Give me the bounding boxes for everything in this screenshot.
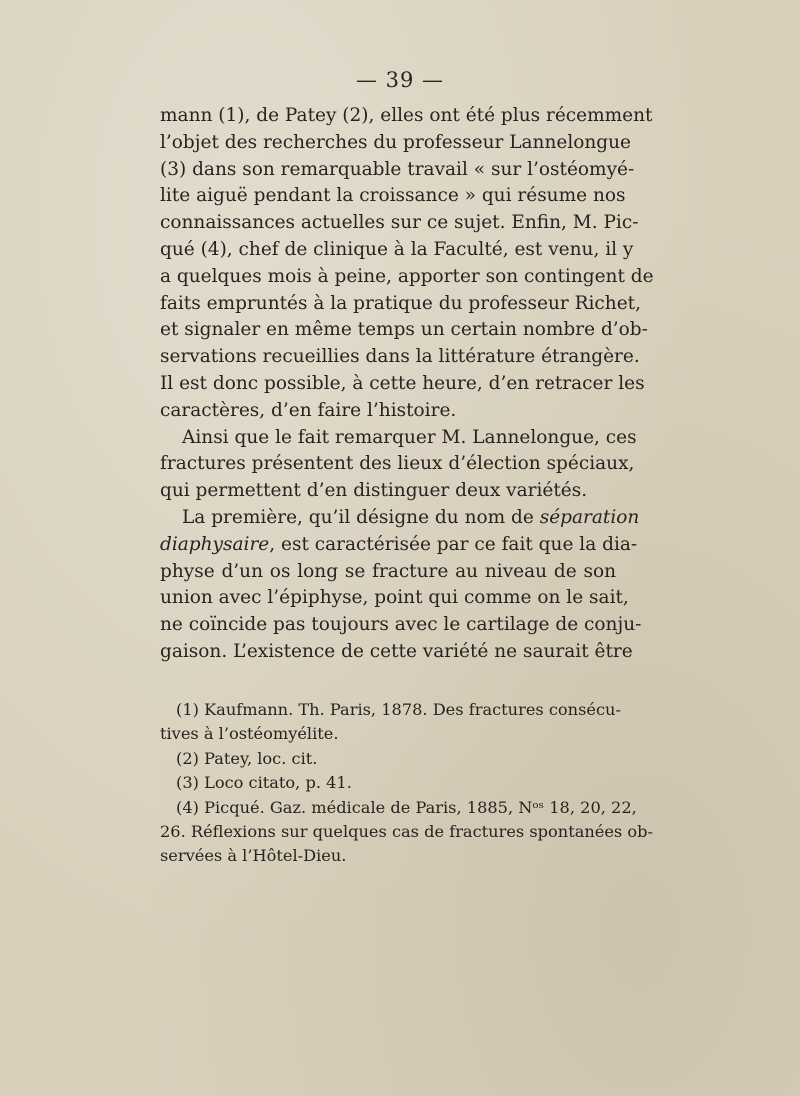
body-line-text: La première, qu’il désigne du nom de — [182, 506, 540, 528]
body-text — [160, 103, 654, 666]
body-line: physe d’un os long se fracture au niveau de son — [160, 560, 616, 582]
body-line: faits empruntés à la pratique du professeur Richet, — [160, 292, 641, 314]
body-line: qui permettent d’en distinguer deux variétés. — [160, 480, 588, 502]
footnote-line: 26. Réflexions sur quelques cas de fractures spontanées ob- — [160, 821, 653, 841]
footnote-line: servées à l’Hôtel-Dieu. — [160, 846, 347, 866]
body-line: mann (1), de Patey (2), elles ont été plus récemment — [160, 105, 653, 126]
body-line: gaison. L’existence de cette variété ne saurait être — [160, 640, 633, 662]
body-line: ne coïncide pas toujours avec le cartilage de conju- — [160, 614, 642, 636]
italic-term: séparation — [539, 506, 640, 528]
body-line: fractures présentent des lieux d’élection spéciaux, — [160, 453, 635, 475]
body-line: caractères, d’en faire l’histoire. — [160, 399, 457, 421]
body-line: union avec l’épiphyse, point qui comme on le sait, — [160, 587, 629, 609]
footnote-line: (1) Kaufmann. Th. Paris, 1878. Des fractures consécu- — [176, 700, 621, 719]
footnote-line: (2) Patey, loc. cit. — [176, 748, 318, 768]
body-line: et signaler en même temps un certain nombre d’ob- — [160, 319, 648, 341]
body-line: Ainsi que le fait remarquer M. Lannelongue, ces — [182, 426, 637, 448]
page-number: — 39 — — [355, 68, 445, 92]
body-line — [160, 532, 638, 559]
body-line-text: , est caractérisée par ce fait que la dia- — [269, 533, 638, 555]
footnote-line: tives à l’ostéomyélite. — [160, 724, 339, 744]
footnotes — [160, 698, 653, 869]
footnote-line: (4) Picqué. Gaz. médicale de Paris, 1885, Nᵒˢ 18, 20, 22, — [176, 797, 637, 817]
body-line: l’objet des recherches du professeur Lannelongue — [160, 131, 632, 153]
body-line: lite aiguë pendant la croissance » qui résume nos — [160, 185, 626, 207]
body-line: servations recueillies dans la littérature étrangère. — [160, 346, 640, 368]
footnote-line: (3) Loco citato, p. 41. — [176, 773, 352, 793]
body-line: qué (4), chef de clinique à la Faculté, est venu, il y — [160, 238, 634, 260]
body-line: a quelques mois à peine, apporter son contingent de — [160, 265, 654, 287]
body-line — [160, 505, 640, 532]
italic-term: diaphysaire — [160, 533, 270, 555]
body-line: Il est donc possible, à cette heure, d’en retracer les — [160, 372, 645, 394]
body-line: (3) dans son remarquable travail « sur l’ostéomyé- — [160, 158, 635, 180]
body-line: connaissances actuelles sur ce sujet. Enfin, M. Pic- — [160, 212, 639, 234]
